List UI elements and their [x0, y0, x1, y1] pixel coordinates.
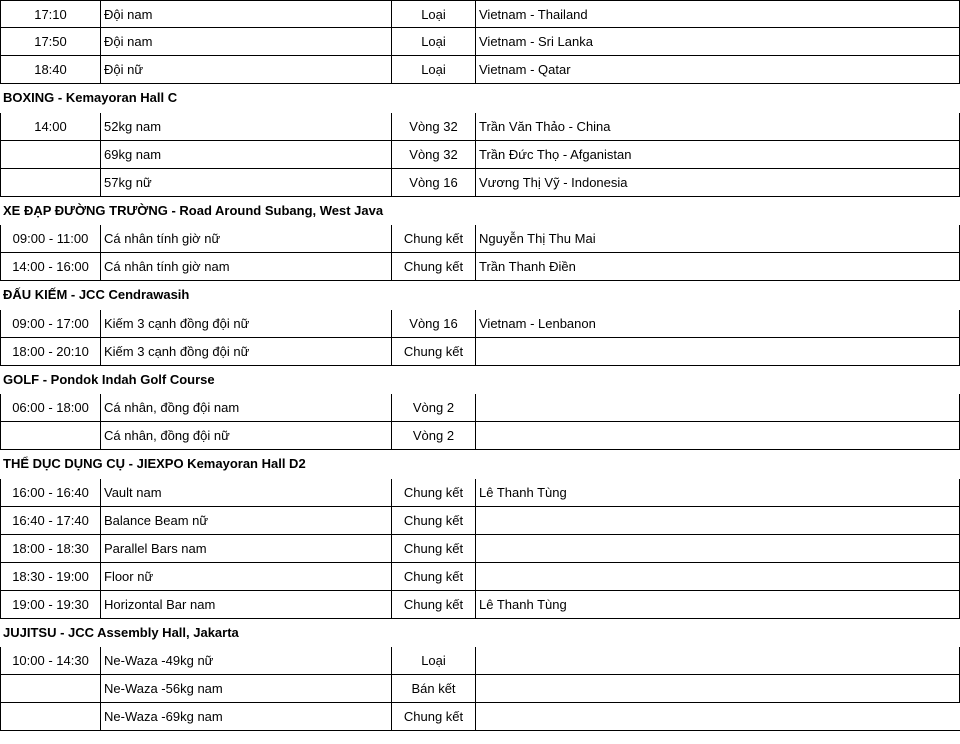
time-cell	[0, 169, 100, 197]
match-cell: Trần Thanh Điền	[475, 253, 960, 281]
schedule-row	[0, 28, 960, 56]
time-cell: 18:30 - 19:00	[0, 563, 100, 591]
match-cell	[475, 563, 960, 591]
schedule-row	[0, 563, 960, 591]
time-cell	[0, 703, 100, 731]
event-cell: Cá nhân, đồng đội nữ	[100, 422, 391, 450]
schedule-row	[0, 169, 960, 197]
event-cell: Đội nữ	[100, 56, 391, 84]
match-cell: Vietnam - Sri Lanka	[475, 28, 960, 56]
schedule-row	[0, 310, 960, 338]
event-cell: Vault nam	[100, 479, 391, 507]
event-cell: Đội nam	[100, 0, 391, 28]
event-cell: Parallel Bars nam	[100, 535, 391, 563]
section-title: GOLF - Pondok Indah Golf Course	[3, 371, 215, 387]
round-cell: Chung kết	[391, 225, 475, 253]
section-title: BOXING - Kemayoran Hall C	[3, 90, 178, 105]
time-cell	[0, 141, 100, 169]
schedule-row	[0, 479, 960, 507]
round-cell: Chung kết	[391, 703, 475, 731]
match-cell: Vietnam - Qatar	[475, 56, 960, 84]
event-cell: Ne-Waza -69kg nam	[100, 703, 391, 731]
schedule-row	[0, 113, 960, 141]
round-cell: Vòng 2	[391, 394, 475, 422]
schedule-row	[0, 394, 960, 422]
schedule-row	[0, 141, 960, 169]
time-cell: 18:40	[0, 56, 100, 84]
match-cell: Vietnam - Lenbanon	[475, 310, 960, 338]
time-cell	[0, 422, 100, 450]
section-title: THỂ DỤC DỤNG CỤ - JIEXPO Kemayoran Hall D2	[3, 456, 306, 471]
round-cell: Loại	[391, 0, 475, 28]
schedule-row	[0, 703, 960, 731]
schedule-row	[0, 647, 960, 675]
event-cell: 57kg nữ	[100, 169, 391, 197]
event-cell: Floor nữ	[100, 563, 391, 591]
match-cell: Vietnam - Thailand	[475, 0, 960, 28]
time-cell: 09:00 - 11:00	[0, 225, 100, 253]
time-cell: 14:00	[0, 113, 100, 141]
round-cell: Chung kết	[391, 479, 475, 507]
match-cell: Vương Thị Vỹ - Indonesia	[475, 169, 960, 197]
round-cell: Chung kết	[391, 591, 475, 619]
time-cell: 06:00 - 18:00	[0, 394, 100, 422]
section-title: JUJITSU - JCC Assembly Hall, Jakarta	[3, 624, 239, 640]
round-cell: Vòng 32	[391, 141, 475, 169]
match-cell	[475, 338, 960, 366]
event-cell: Balance Beam nữ	[100, 507, 391, 535]
round-cell: Loại	[391, 28, 475, 56]
schedule-row	[0, 56, 960, 84]
event-cell: Ne-Waza -56kg nam	[100, 675, 391, 703]
schedule-row	[0, 253, 960, 281]
round-cell: Chung kết	[391, 338, 475, 366]
time-cell: 10:00 - 14:30	[0, 647, 100, 675]
schedule-row	[0, 675, 960, 703]
round-cell: Vòng 16	[391, 310, 475, 338]
event-cell: Cá nhân, đồng đội nam	[100, 394, 391, 422]
round-cell: Chung kết	[391, 563, 475, 591]
match-cell	[475, 703, 960, 731]
match-cell: Lê Thanh Tùng	[475, 591, 960, 619]
schedule-row	[0, 535, 960, 563]
event-cell: Ne-Waza -49kg nữ	[100, 647, 391, 675]
time-cell: 16:40 - 17:40	[0, 507, 100, 535]
match-cell	[475, 394, 960, 422]
time-cell: 18:00 - 20:10	[0, 338, 100, 366]
match-cell	[475, 507, 960, 535]
schedule-row	[0, 0, 960, 28]
section-title: ĐẤU KIẾM - JCC Cendrawasih	[3, 287, 190, 302]
event-cell: 69kg nam	[100, 141, 391, 169]
round-cell: Loại	[391, 647, 475, 675]
match-cell: Nguyễn Thị Thu Mai	[475, 225, 960, 253]
round-cell: Chung kết	[391, 535, 475, 563]
time-cell	[0, 675, 100, 703]
schedule-row	[0, 591, 960, 619]
event-cell: Kiếm 3 cạnh đồng đội nữ	[100, 338, 391, 366]
time-cell: 18:00 - 18:30	[0, 535, 100, 563]
match-cell: Trần Văn Thảo - China	[475, 113, 960, 141]
time-cell: 17:50	[0, 28, 100, 56]
time-cell: 09:00 - 17:00	[0, 310, 100, 338]
match-cell	[475, 422, 960, 450]
event-cell: Horizontal Bar nam	[100, 591, 391, 619]
match-cell	[475, 647, 960, 675]
time-cell: 16:00 - 16:40	[0, 479, 100, 507]
match-cell	[475, 535, 960, 563]
round-cell: Vòng 2	[391, 422, 475, 450]
match-cell: Lê Thanh Tùng	[475, 479, 960, 507]
event-cell: Đội nam	[100, 28, 391, 56]
event-cell: 52kg nam	[100, 113, 391, 141]
schedule-row	[0, 507, 960, 535]
event-cell: Cá nhân tính giờ nữ	[100, 225, 391, 253]
round-cell: Loại	[391, 56, 475, 84]
time-cell: 17:10	[0, 0, 100, 28]
schedule-row	[0, 225, 960, 253]
schedule-row	[0, 338, 960, 366]
round-cell: Chung kết	[391, 507, 475, 535]
match-cell: Trần Đức Thọ - Afganistan	[475, 141, 960, 169]
event-cell: Kiếm 3 cạnh đồng đội nữ	[100, 310, 391, 338]
round-cell: Vòng 16	[391, 169, 475, 197]
round-cell: Bán kết	[391, 675, 475, 703]
time-cell: 14:00 - 16:00	[0, 253, 100, 281]
schedule-row	[0, 422, 960, 450]
round-cell: Vòng 32	[391, 113, 475, 141]
match-cell	[475, 675, 960, 703]
event-cell: Cá nhân tính giờ nam	[100, 253, 391, 281]
section-title: XE ĐẠP ĐƯỜNG TRƯỜNG - Road Around Subang, West Java	[3, 202, 384, 218]
time-cell: 19:00 - 19:30	[0, 591, 100, 619]
round-cell: Chung kết	[391, 253, 475, 281]
